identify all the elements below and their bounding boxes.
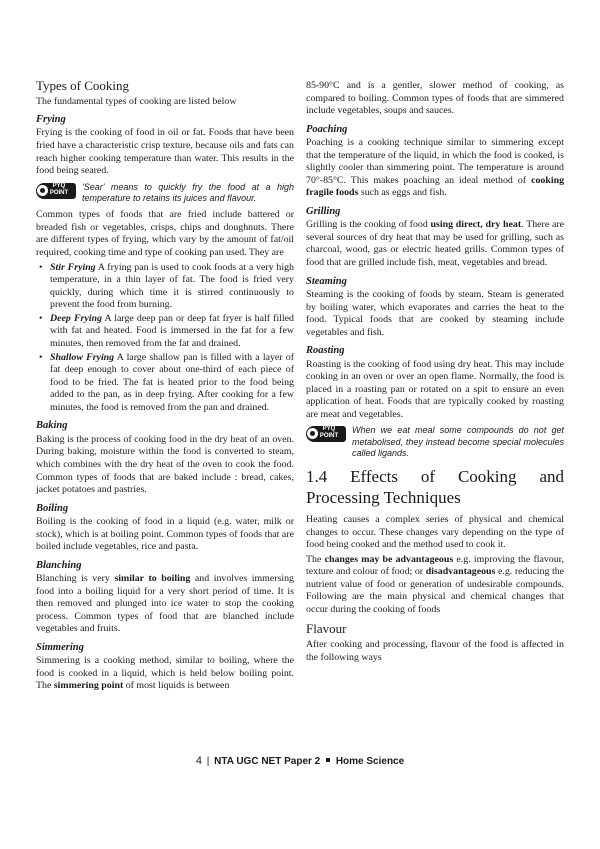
square-bullet-icon <box>326 758 330 762</box>
subject-title: Home Science <box>335 756 405 767</box>
frying-heading: Frying <box>36 114 66 126</box>
page-footer <box>0 755 600 767</box>
bold-run: changes may be advantageous <box>324 553 454 565</box>
list-item-title: Shallow Frying <box>50 351 115 363</box>
pyq-badge-line2: POINT <box>49 189 69 196</box>
list-item-text: A large deep pan or deep fat fryer is half filled with fat and heated. Food is immersed in the fat for a few minutes, then removed from the fat and drained. <box>50 312 294 349</box>
boiling-heading: Boiling <box>36 502 69 514</box>
list-item <box>50 352 294 415</box>
text-run: The <box>306 553 322 565</box>
effects-paragraph: Heating causes a complex series of physical and chemical changes to occur. These changes vary depending on the type of food being cooked and the method used to cook it. <box>306 513 564 551</box>
simmering-paragraph <box>36 655 294 693</box>
grilling-paragraph <box>306 219 564 269</box>
list-item-title: Stir Frying <box>50 261 96 273</box>
baking-heading: Baking <box>36 420 68 432</box>
changes-paragraph <box>306 554 564 617</box>
types-intro: The fundamental types of cooking are listed below <box>36 95 237 107</box>
frying-paragraph: Frying is the cooking of food in oil or fat. Foods that have been fried have a characteristic crisp texture, because oils and fats can reach higher cooking temperature than water. This results in the food being seared. <box>36 127 294 177</box>
pyq-point-badge <box>36 183 76 199</box>
list-item-text: A large shallow pan is filled with a layer of fat deep enough to cover about one-third of each piece of food to be fried. The fat is heated prior to the food being added to the pan, as in deep frying. After cooking for a few minutes, the food is removed from the pan and drained. <box>50 351 294 413</box>
pyq-badge-line2: POINT <box>319 433 339 440</box>
roasting-paragraph: Roasting is the cooking of food using dry heat. This may include cooking in an oven or over an open flame. Normally, the food is placed in a roasting pan or rotated on a spit to ensure an even application of heat. Foods that are typically cooked by roasting are meat and vegetables. <box>306 358 564 420</box>
pyq-point-ligands <box>306 425 564 459</box>
frying-types-list <box>36 262 294 415</box>
flavour-paragraph: After cooking and processing, flavour of the food is affected in the following ways <box>306 639 564 663</box>
pyq-badge-line1: PYQ <box>322 426 336 433</box>
bold-run: simmering point <box>53 680 124 692</box>
pyq-target-icon <box>37 185 48 196</box>
blanching-heading: Blanching <box>36 559 82 571</box>
text-run: Grilling is the cooking of food <box>306 219 428 231</box>
frying-paragraph-2: Common types of foods that are fried include battered or breaded fish or vegetables, crisps, chips and doughnuts. There are different types of frying, which vary by the amount of fat/oil required, cooking time and type of cooking pan used. They are <box>36 209 294 258</box>
section-heading-effects: 1.4 Effects of Cooking and Processing Techniques <box>306 467 564 507</box>
list-item <box>50 262 294 312</box>
flavour-heading: Flavour <box>306 620 347 636</box>
text-run: Poaching is a cooking technique similar to simmering except that the temperature of the liquid, in which the food is cooked, is slightly cooler than simmering point. The temperature is around 70°-85°C. This makes poaching an ideal method of <box>306 137 564 186</box>
steaming-heading: Steaming <box>306 275 347 287</box>
text-run: Blanching is very <box>36 573 110 585</box>
text-run: Simmering is a cooking method, similar to boiling, where the food is cooked in a liquid, which is held below boiling point. The <box>36 655 294 692</box>
list-item <box>50 313 294 351</box>
simmering-heading: Simmering <box>36 641 84 653</box>
pyq-badge-line1: PYQ <box>52 182 66 189</box>
text-run: e.g. improving the flavour, texture and colour of food; or <box>306 553 565 578</box>
text-run: such as eggs and fish. <box>360 187 447 199</box>
bold-run: using direct, dry heat <box>430 219 522 231</box>
blanching-paragraph <box>36 573 294 636</box>
pyq-point-badge <box>306 426 346 442</box>
simmering-continued: 85-90°C and is a gentler, slower method of cooking, as compared to boiling. Common types of foods that are simmered include vegetables, soups and sauces. <box>306 80 564 117</box>
roasting-heading: Roasting <box>306 345 345 357</box>
pyq-point-sear <box>36 182 294 205</box>
pyq-text: When we eat meal some compounds do not get metabolised, they instead become special molecules called ligands. <box>352 425 564 458</box>
steaming-paragraph: Steaming is the cooking of foods by steam. Steam is generated by boiling water, which evaporates and carries the heat to the food. Typical foods that are cooked by steaming include vegetables and fish. <box>306 288 564 338</box>
boiling-paragraph: Boiling is the cooking of food in a liquid (e.g. water, milk or stock), which is at boiling point. Common types of foods that are boiled include vegetables, rice and pasta. <box>36 516 294 553</box>
pyq-text: 'Sear' means to quickly fry the food at a high temperature to retains its juices and flavour. <box>82 181 294 203</box>
poaching-heading: Poaching <box>306 123 348 135</box>
left-column <box>36 78 294 695</box>
text-run: of most liquids is between <box>125 680 230 692</box>
text-run: . There are several sources of dry heat that may be used for grilling, such as charcoal, wood, gas or electric heated grills. Common types of food that are grilled include fish, meat, vegetables and bread. <box>306 219 565 269</box>
list-item-title: Deep Frying <box>50 312 102 324</box>
baking-paragraph: Baking is the process of cooking food in the dry heat of an oven. During baking, moisture within the food is converted to steam, which combines with the dry heat of the oven to cook the food. Common types of foods that are baked include : bread, cakes, jacket potatoes and pastries. <box>36 433 294 496</box>
bold-run: disadvantageous <box>425 566 496 578</box>
text-run: and involves immersing food into a boiling liquid for a very short period of time. It is then removed and plunged into ice water to stop the cooking process. Common types of food that are blanched include vegetables and fruits. <box>36 573 294 635</box>
list-item-text: A frying pan is used to cook foods at a very high temperature, in a thin layer of fat. The food is fried very quickly, during which time it is stirred continuously to prevent the food from burning. <box>50 261 294 311</box>
bold-run: cooking fragile foods <box>306 174 565 199</box>
types-of-cooking-heading: Types of Cooking <box>36 78 129 93</box>
poaching-paragraph <box>306 137 564 200</box>
footer-separator: | <box>206 756 210 767</box>
bold-run: similar to boiling <box>114 573 191 585</box>
book-title: NTA UGC NET Paper 2 <box>214 756 321 767</box>
page-number: 4 <box>195 755 202 767</box>
right-column <box>306 80 564 666</box>
grilling-heading: Grilling <box>306 205 341 217</box>
text-run: e.g. reducing the nutrient value of food or generation of undesirable compounds. Following are the main physical and chemical changes that occur during the cooking of foods <box>306 566 565 616</box>
